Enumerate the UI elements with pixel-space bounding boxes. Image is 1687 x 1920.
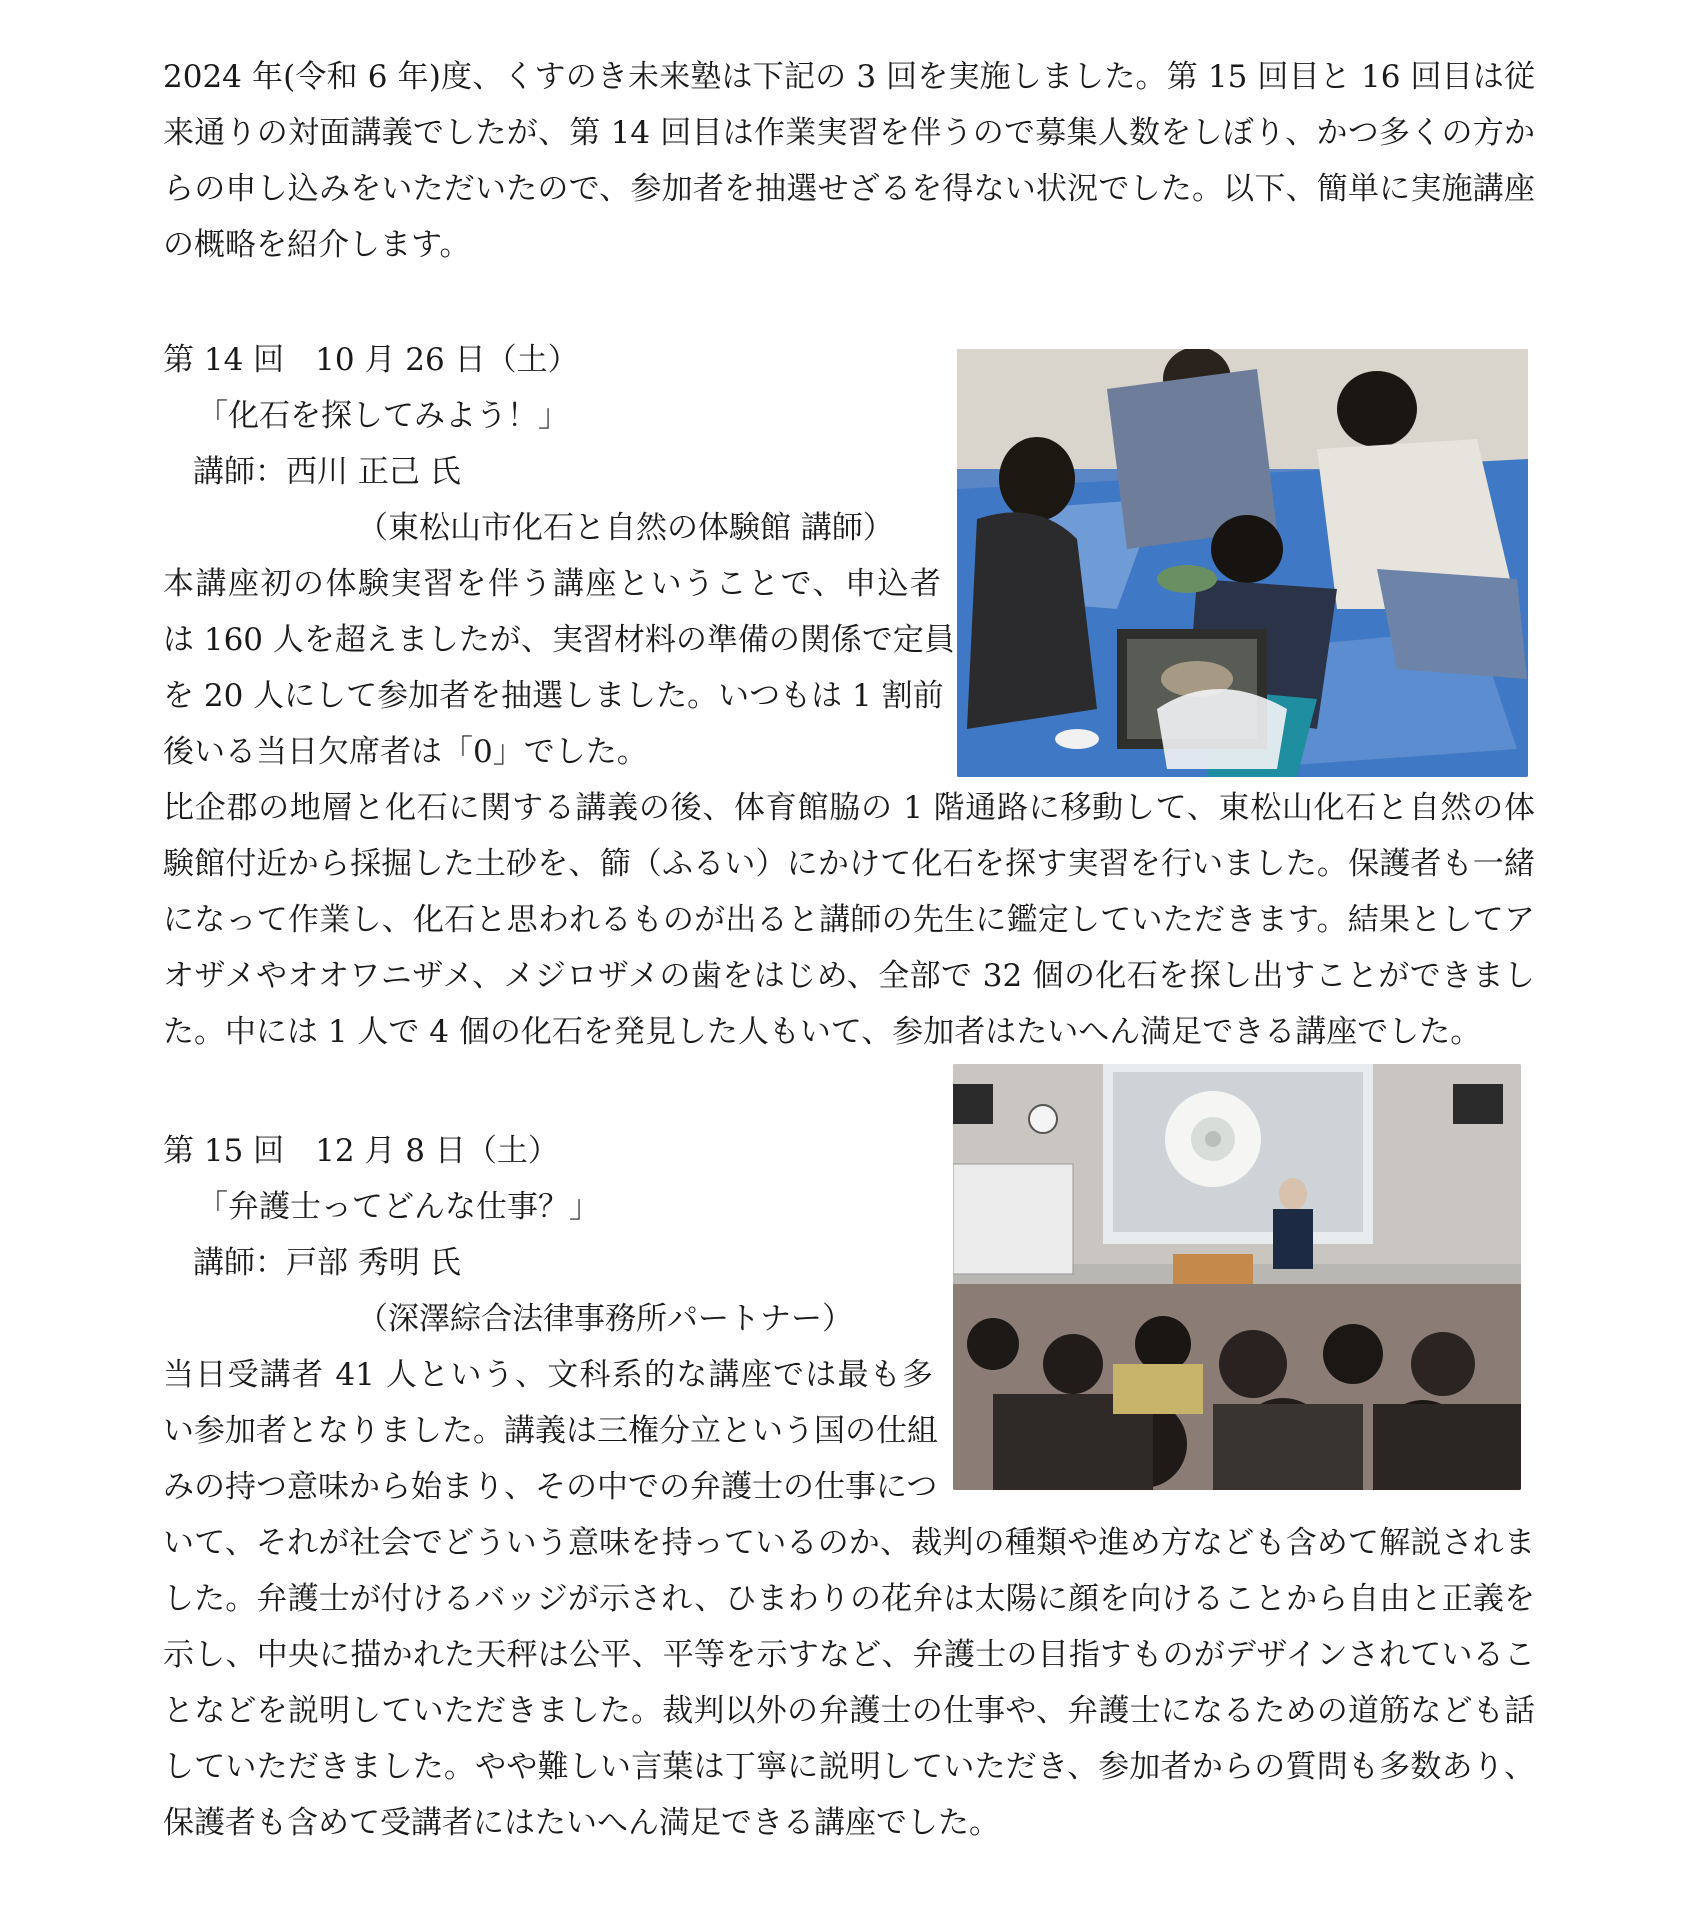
- session15-side-line-1: 当日受講者 41 人という、文科系的な講座では最も多: [163, 1357, 933, 1393]
- fossil-workshop-photo: [957, 349, 1528, 777]
- session15-full-line-6: 保護者も含めて受講者にはたいへん満足できる講座でした。: [163, 1805, 1000, 1841]
- session14-side-line-2: は 160 人を超えましたが、実習材料の準備の関係で定員: [163, 622, 955, 658]
- session14-full-line-2: 験館付近から採掘した土砂を、篩（ふるい）にかけて化石を探す実習を行いました。保護者も一緒: [163, 846, 1535, 882]
- intro-line-3: らの申し込みをいただいたので、参加者を抽選せざるを得ない状況でした。以下、簡単に実施講座: [163, 171, 1535, 207]
- session15-side-line-3: みの持つ意味から始まり、その中での弁護士の仕事につ: [163, 1469, 938, 1505]
- session14-full-line-5: た。中には 1 人で 4 個の化石を発見した人もいて、参加者はたいへん満足できる講座でした。: [163, 1014, 1482, 1050]
- session15-full-line-4: となどを説明していただきました。裁判以外の弁護士の仕事や、弁護士になるための道筋なども話: [163, 1693, 1535, 1729]
- session15-full-line-1: いて、それが社会でどういう意味を持っているのか、裁判の種類や進め方なども含めて解説されま: [163, 1525, 1536, 1561]
- session14-title: 「化石を探してみよう！」: [197, 398, 569, 434]
- session14-lecturer: 講師：西川 正己 氏: [193, 454, 461, 490]
- session14-heading: 第 14 回 10 月 26 日（土）: [163, 342, 579, 378]
- session14-affiliation: （東松山市化石と自然の体験館 講師）: [357, 510, 894, 546]
- session15-lecturer: 講師：戸部 秀明 氏: [193, 1245, 461, 1281]
- session15-title: 「弁護士ってどんな仕事？」: [197, 1189, 600, 1225]
- intro-line-1: 2024 年(令和 6 年)度、くすのき未来塾は下記の 3 回を実施しました。第 15 回目と 16 回目は従: [163, 59, 1535, 95]
- intro-line-2: 来通りの対面講義でしたが、第 14 回目は作業実習を伴うので募集人数をしぼり、かつ多くの方か: [163, 115, 1535, 151]
- session15-full-line-5: していただきました。やや難しい言葉は丁寧に説明していただき、参加者からの質問も多数あり、: [163, 1749, 1535, 1785]
- intro-line-4: の概略を紹介します。: [163, 227, 471, 263]
- session15-side-line-2: い参加者となりました。講義は三権分立という国の仕組: [163, 1413, 938, 1449]
- session15-full-line-2: した。弁護士が付けるバッジが示され、ひまわりの花弁は太陽に顔を向けることから自由と正義を: [163, 1581, 1535, 1617]
- session15-full-line-3: 示し、中央に描かれた天秤は公平、平等を示すなど、弁護士の目指すものがデザインされているこ: [163, 1637, 1535, 1673]
- session14-full-line-3: になって作業し、化石と思われるものが出ると講師の先生に鑑定していただきます。結果としてア: [163, 902, 1535, 938]
- session14-full-line-4: オザメやオオワニザメ、メジロザメの歯をはじめ、全部で 32 個の化石を探し出すことができまし: [163, 958, 1535, 994]
- session14-side-line-1: 本講座初の体験実習を伴う講座ということで、申込者: [163, 566, 941, 602]
- session14-full-line-1: 比企郡の地層と化石に関する講義の後、体育館脇の 1 階通路に移動して、東松山化石と自然の体: [163, 790, 1535, 826]
- session15-heading: 第 15 回 12 月 8 日（土）: [163, 1133, 559, 1169]
- session14-side-line-4: 後いる当日欠席者は「0」でした。: [163, 734, 648, 770]
- lecture-hall-photo: [953, 1064, 1521, 1490]
- session15-affiliation: （深澤綜合法律事務所パートナー）: [357, 1301, 853, 1337]
- session14-side-line-3: を 20 人にして参加者を抽選しました。いつもは 1 割前: [163, 678, 944, 714]
